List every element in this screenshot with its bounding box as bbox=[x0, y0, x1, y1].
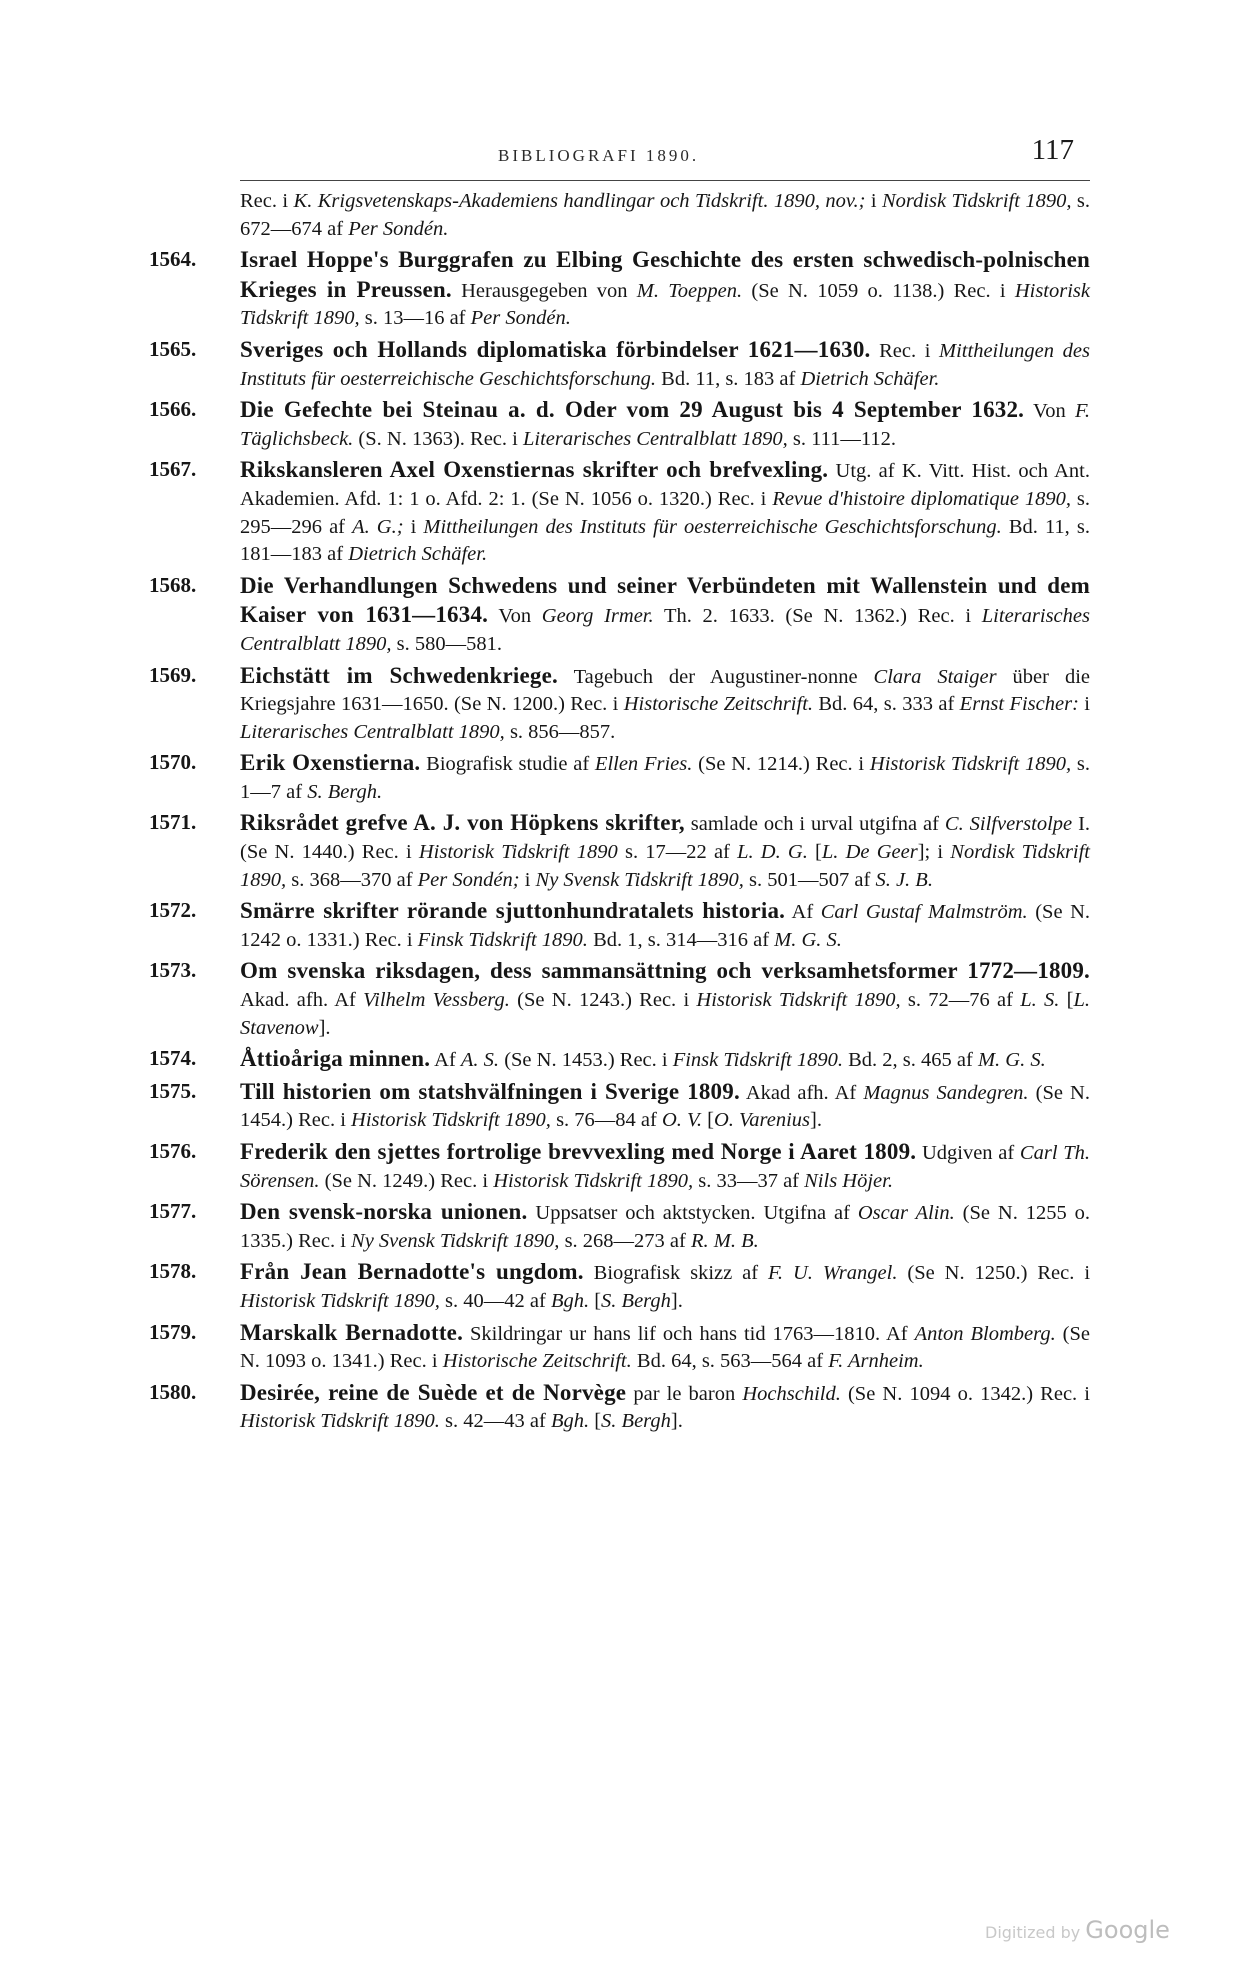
entry-title: Frederik den sjettes fortrolige brevvexling med Norge i Aaret 1809. bbox=[240, 1139, 917, 1164]
entry-text: (Se N. 1242 o. 1331.) Rec. i bbox=[240, 901, 1090, 951]
bibliography-entry bbox=[149, 809, 1091, 894]
entry-text: (Se N. 1249.) Rec. i bbox=[319, 1169, 494, 1192]
entry-body bbox=[240, 456, 1090, 568]
entry-title: Den svensk-norska unionen. bbox=[240, 1199, 528, 1225]
italic-reference: Historisk Tidskrift 1890, bbox=[869, 753, 1072, 776]
digitized-watermark bbox=[985, 1916, 1170, 1944]
watermark-prefix: Digitized by bbox=[985, 1923, 1086, 1942]
entry-title: Åttioåriga minnen. bbox=[240, 1046, 431, 1072]
entry-number: 1579. bbox=[149, 1319, 197, 1344]
entry-text: (Se N. 1250.) Rec. i bbox=[897, 1262, 1091, 1285]
italic-reference: Per Sondén. bbox=[348, 217, 449, 240]
italic-reference: Carl Th. Sörensen. bbox=[240, 1142, 1091, 1192]
bibliography-entry bbox=[149, 1379, 1090, 1436]
entry-number: 1580. bbox=[149, 1379, 197, 1404]
entry-body bbox=[240, 809, 1090, 894]
entry-text: I. (Se N. 1440.) Rec. i bbox=[240, 813, 1091, 864]
italic-reference: Historische Zeitschrift. bbox=[442, 1350, 632, 1373]
entry-text: Biografisk studie af bbox=[420, 753, 595, 776]
italic-reference: A. S. bbox=[460, 1049, 500, 1072]
italic-reference: Literarisches Centralblatt 1890, bbox=[522, 427, 788, 450]
entry-number: 1572. bbox=[149, 898, 197, 923]
italic-reference: S. Bergh bbox=[601, 1289, 671, 1312]
italic-reference: Finsk Tidskrift 1890. bbox=[672, 1049, 843, 1072]
bibliography-entry bbox=[149, 662, 1090, 747]
entry-text: (Se N. 1214.) Rec. i bbox=[692, 753, 870, 776]
entry-text: s. 76—84 af bbox=[550, 1109, 662, 1132]
entry-text: s. 111—112. bbox=[787, 427, 896, 450]
entry-text: s. 368—370 af bbox=[286, 868, 418, 891]
bibliography-entry bbox=[149, 336, 1090, 393]
entry-text: (Se N. 1059 o. 1138.) Rec. i bbox=[742, 279, 1015, 302]
bibliography-entry bbox=[149, 897, 1090, 954]
italic-reference: Nordisk Tidskrift 1890, bbox=[881, 190, 1072, 212]
italic-reference: S. Bergh bbox=[601, 1410, 671, 1433]
italic-reference: Anton Blomberg. bbox=[914, 1322, 1056, 1345]
entry-text: Bd. 11, s. 183 af bbox=[656, 367, 801, 390]
entry-text: s. 1—7 af bbox=[240, 753, 1090, 803]
entry-text: s. 501—507 af bbox=[743, 868, 876, 891]
italic-reference: Historisk Tidskrift 1890, bbox=[240, 279, 1091, 330]
entry-body bbox=[240, 897, 1090, 954]
bibliography-entry bbox=[149, 396, 1090, 453]
italic-reference: F. Arnheim. bbox=[828, 1350, 924, 1373]
italic-reference: Ny Svensk Tidskrift 1890, bbox=[535, 868, 744, 891]
entry-number: 1569. bbox=[149, 662, 197, 687]
bibliography-entries bbox=[149, 188, 1091, 1439]
entry-number: 1565. bbox=[149, 336, 197, 361]
italic-reference: L. Stavenow bbox=[240, 989, 1091, 1039]
entry-text: Af bbox=[430, 1049, 461, 1072]
bibliography-entry bbox=[149, 1198, 1091, 1255]
italic-reference: Revue d'histoire diplomatique 1890, bbox=[772, 487, 1071, 510]
entry-text: i bbox=[403, 515, 424, 538]
italic-reference: Ellen Fries. bbox=[594, 753, 693, 776]
entry-body bbox=[240, 662, 1090, 747]
italic-reference: L. S. bbox=[1020, 989, 1060, 1012]
entry-text: s. 42—43 af bbox=[439, 1410, 551, 1433]
entry-title: Rikskansleren Axel Oxenstiernas skrifter och brefvexling. bbox=[240, 457, 829, 483]
entry-text: (Se N. 1255 o. 1335.) Rec. i bbox=[240, 1202, 1091, 1252]
italic-reference: Historisk Tidskrift 1890 bbox=[418, 841, 618, 864]
entry-title: Desirée, reine de Suède et de Norvège bbox=[240, 1379, 627, 1405]
entry-text: (Se N. 1243.) Rec. i bbox=[509, 989, 697, 1012]
entry-text: (Se N. 1093 o. 1341.) Rec. i bbox=[240, 1322, 1091, 1373]
entry-text: Uppsatser och aktstycken. Utgifna af bbox=[527, 1202, 858, 1225]
entry-text: (S. N. 1363). Rec. i bbox=[353, 427, 523, 450]
entry-text: Rec. i bbox=[870, 339, 940, 362]
entry-text: (Se N. 1453.) Rec. i bbox=[499, 1049, 673, 1072]
entry-text: s. 580—581. bbox=[391, 632, 502, 655]
entry-text: ]. bbox=[810, 1109, 822, 1132]
entry-text: s. 672—674 af bbox=[240, 190, 1090, 240]
entry-title: Riksrådet grefve A. J. von Höpkens skrifter, bbox=[240, 810, 685, 836]
italic-reference: Literarisches Centralblatt 1890, bbox=[240, 720, 505, 743]
italic-reference: S. Bergh. bbox=[307, 780, 383, 803]
italic-reference: Bgh. bbox=[550, 1289, 590, 1312]
entry-title: Om svenska riksdagen, dess sammansättning och verksamhetsformer 1772—1809. bbox=[240, 958, 1090, 984]
entry-number: 1576. bbox=[149, 1139, 197, 1163]
entry-number: 1574. bbox=[149, 1046, 197, 1071]
italic-reference: Nils Höjer. bbox=[804, 1169, 893, 1192]
entry-text: Rec. i bbox=[240, 190, 294, 212]
entry-body bbox=[240, 1045, 1090, 1075]
entry-body bbox=[240, 188, 1090, 243]
entry-title: Die Verhandlungen Schwedens und seiner Verbündeten mit Wallenstein und dem Kaiser von 1631—1634. bbox=[240, 572, 1090, 628]
italic-reference: Nordisk Tidskrift 1890, bbox=[240, 841, 1091, 891]
italic-reference: F. Täglichsbeck. bbox=[240, 400, 1090, 450]
italic-reference: Historisk Tidskrift 1890, bbox=[493, 1169, 694, 1192]
bibliography-entry bbox=[149, 1078, 1090, 1135]
entry-text: s. 856—857. bbox=[504, 720, 616, 743]
bibliography-entry bbox=[149, 572, 1090, 659]
bibliography-entry bbox=[149, 1319, 1091, 1376]
page-header bbox=[240, 134, 1090, 174]
entry-title: Eichstätt im Schwedenkriege. bbox=[240, 662, 558, 688]
italic-reference: R. M. B. bbox=[690, 1229, 759, 1252]
italic-reference: Dietrich Schäfer. bbox=[800, 367, 940, 390]
italic-reference: L. D. G. bbox=[737, 841, 808, 864]
bibliography-entry bbox=[149, 957, 1091, 1042]
italic-reference: M. Toeppen. bbox=[636, 279, 743, 302]
italic-reference: S. J. B. bbox=[875, 868, 933, 891]
entry-body bbox=[240, 1078, 1090, 1135]
bibliography-entry bbox=[149, 1138, 1091, 1195]
entry-number: 1573. bbox=[149, 958, 197, 983]
italic-reference: K. Krigsvetenskaps-Akademiens handlingar och Tidskrift. 1890, nov.; bbox=[293, 190, 866, 212]
italic-reference: Carl Gustaf Malmström. bbox=[820, 901, 1028, 924]
bibliography-entry bbox=[149, 749, 1090, 806]
google-logo-text: Google bbox=[1085, 1916, 1170, 1944]
entry-text: [ bbox=[702, 1109, 714, 1132]
italic-reference: M. G. S. bbox=[774, 928, 842, 951]
entry-body bbox=[240, 1138, 1090, 1195]
italic-reference: Georg Irmer. bbox=[541, 605, 654, 628]
entry-number: 1567. bbox=[149, 457, 197, 482]
italic-reference: Historische Zeitschrift. bbox=[623, 693, 814, 716]
entry-text: Bd. 11, s. 181—183 af bbox=[240, 515, 1090, 566]
entry-text: Utg. af K. Vitt. Hist. och Ant. Akademien. Afd. 1: 1 o. Afd. 2: 1. (Se N. 1056 o. 1320.) Rec. i bbox=[240, 460, 1090, 510]
entry-text: Udgiven af bbox=[916, 1142, 1020, 1164]
italic-reference: Bgh. bbox=[550, 1410, 590, 1433]
entry-text: Bd. 64, s. 563—564 af bbox=[631, 1350, 829, 1373]
italic-reference: O. V. bbox=[661, 1109, 703, 1132]
entry-text: Af bbox=[785, 901, 821, 924]
entry-number: 1568. bbox=[149, 572, 197, 597]
entry-text: [ bbox=[589, 1410, 602, 1433]
italic-reference: Historisk Tidskrift 1890, bbox=[240, 1289, 440, 1312]
italic-reference: Ernst Fischer: bbox=[959, 693, 1079, 716]
entry-text: s. 72—76 af bbox=[900, 989, 1021, 1012]
entry-text: Herausgegeben von bbox=[451, 279, 637, 302]
italic-reference: Historisk Tidskrift 1890, bbox=[351, 1109, 551, 1132]
entry-text: Tagebuch der Augustiner-nonne bbox=[557, 665, 874, 688]
entry-text: Von bbox=[1024, 400, 1075, 423]
entry-body bbox=[240, 1379, 1090, 1436]
entry-number: 1578. bbox=[149, 1259, 197, 1284]
entry-text: ]. bbox=[318, 1016, 331, 1039]
entry-title: Till historien om statshvälfningen i Sverige 1809. bbox=[240, 1078, 740, 1104]
entry-text: ]. bbox=[670, 1289, 683, 1312]
entry-text: Bd. 64, s. 333 af bbox=[813, 693, 960, 716]
italic-reference: Ny Svensk Tidskrift 1890, bbox=[351, 1229, 560, 1252]
entry-text: i bbox=[865, 190, 882, 212]
entry-text: über die Kriegsjahre 1631—1650. (Se N. 1200.) Rec. i bbox=[240, 665, 1090, 716]
entry-title: Israel Hoppe's Burggrafen zu Elbing Geschichte des ersten schwedisch-polnischen Krieges in Preussen. bbox=[240, 247, 1090, 302]
entry-title: Från Jean Bernadotte's ungdom. bbox=[240, 1259, 584, 1285]
italic-reference: Vilhelm Vessberg. bbox=[363, 989, 510, 1012]
header-rule bbox=[240, 180, 1090, 181]
entry-text: [ bbox=[1059, 989, 1074, 1012]
italic-reference: F. U. Wrangel. bbox=[768, 1262, 898, 1285]
entry-body bbox=[240, 749, 1090, 806]
entry-body bbox=[240, 246, 1090, 333]
entry-body bbox=[240, 1198, 1090, 1255]
italic-reference: Per Sondén; bbox=[417, 868, 520, 891]
italic-reference: Historisk Tidskrift 1890. bbox=[240, 1410, 440, 1433]
entry-text: samlade och i urval utgifna af bbox=[684, 813, 945, 836]
bibliography-entry bbox=[149, 1045, 1090, 1075]
entry-text: Biografisk skizz af bbox=[583, 1262, 769, 1285]
italic-reference: Dietrich Schäfer. bbox=[348, 543, 488, 566]
entry-text: Skildringar ur hans lif och hans tid 1763—1810. Af bbox=[463, 1322, 915, 1345]
entry-text: Th. 2. 1633. (Se N. 1362.) Rec. i bbox=[653, 605, 982, 628]
entry-text: Akad afh. Af bbox=[739, 1081, 864, 1104]
entry-text: s. 40—42 af bbox=[439, 1289, 551, 1312]
bibliography-entry bbox=[149, 456, 1090, 568]
entry-text: Akad. afh. Af bbox=[240, 989, 364, 1012]
italic-reference: Mittheilungen des Instituts für oesterreichische Geschichtsforschung. bbox=[423, 515, 1002, 538]
entry-title: Die Gefechte bei Steinau a. d. Oder vom 29 August bis 4 September 1632. bbox=[240, 397, 1025, 423]
bibliography-entry bbox=[149, 246, 1091, 333]
page-number: 117 bbox=[1031, 134, 1074, 166]
italic-reference: L. De Geer bbox=[821, 841, 918, 864]
italic-reference: Oscar Alin. bbox=[857, 1202, 955, 1225]
continued-entry bbox=[240, 188, 1090, 243]
entry-number: 1575. bbox=[149, 1078, 197, 1103]
entry-text: Bd. 2, s. 465 af bbox=[843, 1049, 978, 1072]
entry-text: [ bbox=[589, 1289, 602, 1312]
entry-text: s. 17—22 af bbox=[617, 841, 738, 864]
entry-text: s. 13—16 af bbox=[359, 307, 471, 330]
italic-reference: Clara Staiger bbox=[873, 665, 997, 688]
italic-reference: Hochschild. bbox=[742, 1382, 841, 1405]
entry-body bbox=[240, 1258, 1090, 1315]
entry-title: Erik Oxenstierna. bbox=[240, 750, 421, 776]
entry-body bbox=[240, 1319, 1090, 1376]
italic-reference: C. Silfverstolpe bbox=[944, 813, 1073, 836]
entry-body bbox=[240, 336, 1090, 393]
entry-text: par le baron bbox=[626, 1382, 743, 1405]
entry-text: s. 268—273 af bbox=[559, 1229, 691, 1252]
entry-number: 1577. bbox=[149, 1199, 197, 1224]
entry-title: Marskalk Bernadotte. bbox=[240, 1319, 464, 1345]
entry-text: i bbox=[519, 868, 536, 891]
entry-number: 1571. bbox=[149, 810, 197, 835]
entry-text: (Se N. 1094 o. 1342.) Rec. i bbox=[840, 1382, 1090, 1405]
italic-reference: Magnus Sandegren. bbox=[863, 1081, 1029, 1104]
entry-text: Von bbox=[488, 605, 542, 628]
entry-title: Sveriges och Hollands diplomatiska förbindelser 1621—1630. bbox=[240, 336, 871, 362]
entry-text: [ bbox=[807, 841, 822, 864]
entry-body bbox=[240, 957, 1090, 1042]
entry-number: 1570. bbox=[149, 750, 197, 775]
entry-body bbox=[240, 396, 1090, 453]
entry-text: (Se N. 1454.) Rec. i bbox=[240, 1081, 1090, 1132]
italic-reference: Mittheilungen des Instituts für oesterreichische Geschichtsforschung. bbox=[240, 339, 1090, 390]
italic-reference: Historisk Tidskrift 1890, bbox=[696, 989, 901, 1012]
italic-reference: Literarisches Centralblatt 1890, bbox=[240, 605, 1090, 655]
entry-text: s. 295—296 af bbox=[240, 487, 1090, 538]
bibliography-entry bbox=[149, 1258, 1091, 1315]
entry-text: Bd. 1, s. 314—316 af bbox=[587, 928, 775, 951]
italic-reference: O. Varenius bbox=[713, 1109, 811, 1132]
entry-text: s. 33—37 af bbox=[693, 1169, 805, 1192]
entry-text: i bbox=[1078, 693, 1090, 716]
italic-reference: M. G. S. bbox=[977, 1049, 1046, 1072]
entry-title: Smärre skrifter rörande sjuttonhundratalets historia. bbox=[240, 898, 786, 924]
entry-text: ]; i bbox=[917, 841, 951, 864]
italic-reference: A. G.; bbox=[352, 515, 404, 538]
italic-reference: Per Sondén. bbox=[470, 307, 571, 330]
entry-body bbox=[240, 572, 1090, 659]
entry-number: 1566. bbox=[149, 397, 197, 422]
entry-number: 1564. bbox=[149, 247, 197, 272]
running-title: BIBLIOGRAFI 1890. bbox=[498, 146, 700, 165]
italic-reference: Finsk Tidskrift 1890. bbox=[417, 928, 588, 951]
entry-text: ]. bbox=[670, 1410, 683, 1433]
